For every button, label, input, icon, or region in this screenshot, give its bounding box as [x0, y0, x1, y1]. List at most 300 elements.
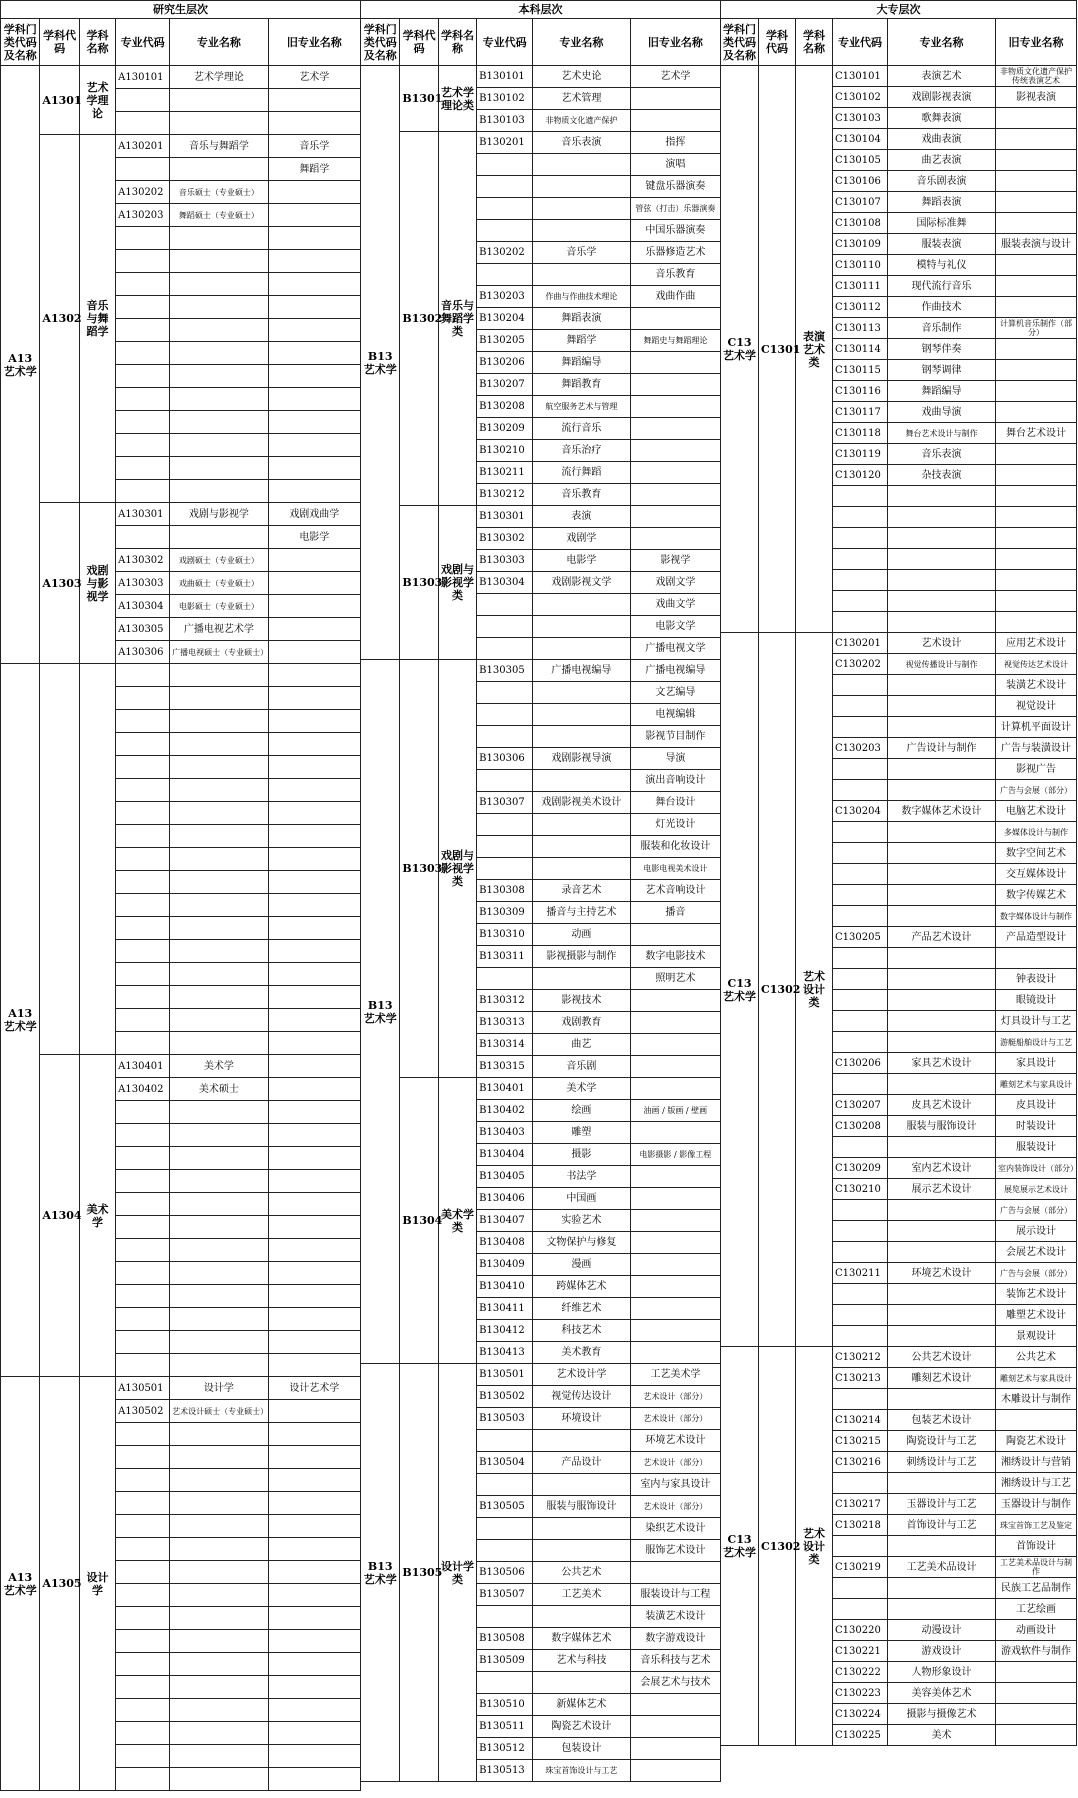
major-code-cell: C130224	[833, 1704, 888, 1725]
major-code-cell	[116, 89, 170, 112]
major-name-cell	[888, 759, 996, 780]
old-major-name-cell	[996, 528, 1077, 549]
major-name-cell	[170, 1147, 269, 1170]
major-name-cell: 工艺美术品设计	[888, 1557, 996, 1578]
major-name-cell: 纤维艺术	[533, 1298, 631, 1320]
old-major-name-cell	[996, 1662, 1077, 1683]
major-name-cell	[888, 948, 996, 969]
old-major-name-cell: 舞台设计	[630, 792, 720, 814]
section-title: 大专层次	[721, 1, 1077, 19]
major-name-cell: 摄影与摄像艺术	[888, 1704, 996, 1725]
major-code-cell	[116, 1469, 170, 1492]
major-name-cell: 音乐硕士（专业硕士）	[170, 181, 269, 204]
old-major-name-cell	[630, 1298, 720, 1320]
major-name-cell: 航空服务艺术与管理	[533, 396, 631, 418]
major-code-cell: C130218	[833, 1515, 888, 1536]
major-code-cell	[833, 1284, 888, 1305]
section-title: 本科层次	[361, 1, 721, 19]
old-major-name-cell: 陶瓷艺术设计	[996, 1431, 1077, 1452]
old-major-name-cell	[630, 1166, 720, 1188]
major-code-cell: C130215	[833, 1431, 888, 1452]
major-code-cell	[833, 864, 888, 885]
discipline-name-cell: 音乐与舞蹈学	[79, 135, 115, 503]
major-name-cell	[533, 1672, 631, 1694]
old-major-name-cell	[268, 710, 360, 733]
old-major-name-cell	[268, 664, 360, 687]
old-major-name-cell	[630, 1012, 720, 1034]
major-name-cell: 动漫设计	[888, 1620, 996, 1641]
old-major-name-cell: 灯光设计	[630, 814, 720, 836]
old-major-name-cell: 数字游戏设计	[630, 1628, 720, 1650]
major-name-cell	[888, 591, 996, 612]
old-major-name-cell	[268, 1193, 360, 1216]
major-code-cell: B130312	[477, 990, 533, 1012]
major-code-cell	[477, 836, 533, 858]
major-name-cell	[170, 1653, 269, 1676]
major-code-cell: B130208	[477, 396, 533, 418]
major-code-cell	[116, 1354, 170, 1377]
old-major-name-cell: 广播电视编导	[630, 660, 720, 682]
major-name-cell: 作曲技术	[888, 297, 996, 318]
major-code-cell: A130401	[116, 1055, 170, 1078]
major-code-cell	[833, 675, 888, 696]
old-major-name-cell: 湘绣设计与营销	[996, 1452, 1077, 1473]
major-name-cell: 绘画	[533, 1100, 631, 1122]
old-major-name-cell	[268, 1239, 360, 1262]
old-major-name-cell	[996, 591, 1077, 612]
major-name-cell: 录音艺术	[533, 880, 631, 902]
old-major-name-cell: 公共艺术	[996, 1347, 1077, 1368]
old-major-name-cell	[996, 129, 1077, 150]
major-code-cell: C130103	[833, 108, 888, 129]
discipline-name-cell: 音乐与舞蹈学类	[438, 132, 476, 506]
major-code-cell: C130117	[833, 402, 888, 423]
major-name-cell: 跨媒体艺术	[533, 1276, 631, 1298]
old-major-name-cell	[268, 1607, 360, 1630]
major-name-cell	[533, 968, 631, 990]
column-header: 专业名称	[533, 19, 631, 66]
old-major-name-cell: 应用艺术设计	[996, 633, 1077, 654]
old-major-name-cell	[996, 360, 1077, 381]
major-name-cell	[170, 526, 269, 549]
old-major-name-cell	[268, 1699, 360, 1722]
major-code-cell	[477, 968, 533, 990]
major-code-cell: B130506	[477, 1562, 533, 1584]
major-name-cell: 戏曲硕士（专业硕士）	[170, 572, 269, 595]
major-code-cell	[477, 176, 533, 198]
old-major-name-cell: 会展艺术设计	[996, 1242, 1077, 1263]
discipline-code-cell: B1303	[400, 506, 438, 660]
major-code-cell	[116, 1101, 170, 1124]
column-header: 旧专业名称	[630, 19, 720, 66]
major-code-cell	[833, 570, 888, 591]
old-major-name-cell	[630, 308, 720, 330]
table-row	[1, 503, 361, 526]
major-name-cell	[170, 273, 269, 296]
major-code-cell: A130302	[116, 549, 170, 572]
old-major-name-cell: 艺术学	[268, 66, 360, 89]
major-code-cell	[833, 528, 888, 549]
major-name-cell	[888, 507, 996, 528]
major-name-cell: 珠宝首饰设计与工艺	[533, 1760, 631, 1782]
old-major-name-cell	[268, 1216, 360, 1239]
major-name-cell	[533, 704, 631, 726]
major-code-cell	[116, 227, 170, 250]
old-major-name-cell: 民族工艺品制作	[996, 1578, 1077, 1599]
major-name-cell	[888, 1242, 996, 1263]
major-code-cell: B130503	[477, 1408, 533, 1430]
major-code-cell: C130111	[833, 276, 888, 297]
major-code-cell: C130118	[833, 423, 888, 444]
old-major-name-cell: 展示设计	[996, 1221, 1077, 1242]
major-name-cell: 游戏设计	[888, 1641, 996, 1662]
old-major-name-cell: 艺术设计（部分）	[630, 1408, 720, 1430]
major-code-cell: B130305	[477, 660, 533, 682]
major-code-cell	[833, 822, 888, 843]
major-name-cell	[533, 836, 631, 858]
major-code-cell	[833, 1578, 888, 1599]
major-code-cell	[116, 273, 170, 296]
old-major-name-cell: 动画设计	[996, 1620, 1077, 1641]
major-name-cell: 设计学	[170, 1377, 269, 1400]
major-code-cell	[116, 1193, 170, 1216]
major-code-cell	[116, 825, 170, 848]
old-major-name-cell: 导演	[630, 748, 720, 770]
old-major-name-cell: 室内装饰设计（部分）	[996, 1158, 1077, 1179]
major-name-cell	[888, 549, 996, 570]
major-name-cell	[170, 1101, 269, 1124]
major-code-cell: C130213	[833, 1368, 888, 1389]
major-code-cell	[116, 917, 170, 940]
category-name-cell: C13艺术学	[721, 1347, 759, 1746]
major-code-cell	[477, 682, 533, 704]
old-major-name-cell	[630, 1760, 720, 1782]
major-code-cell: B130212	[477, 484, 533, 506]
table-row	[1, 135, 361, 158]
major-code-cell: B130102	[477, 88, 533, 110]
major-code-cell: C130205	[833, 927, 888, 948]
major-name-cell: 服装表演	[888, 234, 996, 255]
major-name-cell: 美容美体艺术	[888, 1683, 996, 1704]
major-code-cell: A130501	[116, 1377, 170, 1400]
major-name-cell	[170, 848, 269, 871]
major-code-cell	[833, 1242, 888, 1263]
major-name-cell	[170, 1584, 269, 1607]
major-code-cell: C130209	[833, 1158, 888, 1179]
column-header: 旧专业名称	[996, 19, 1077, 66]
discipline-code-cell: A1301	[40, 66, 79, 135]
major-code-cell	[116, 1124, 170, 1147]
major-code-cell	[833, 591, 888, 612]
discipline-code-cell: B1302	[400, 132, 438, 506]
old-major-name-cell: 服装设计	[996, 1137, 1077, 1158]
old-major-name-cell: 影视广告	[996, 759, 1077, 780]
table-row	[1, 66, 361, 89]
major-name-cell: 环境艺术设计	[888, 1263, 996, 1284]
old-major-name-cell: 音乐学	[268, 135, 360, 158]
table-row	[361, 506, 721, 528]
major-code-cell	[833, 969, 888, 990]
major-name-cell	[170, 710, 269, 733]
major-name-cell	[170, 227, 269, 250]
major-code-cell	[477, 638, 533, 660]
major-name-cell	[170, 1193, 269, 1216]
discipline-code-cell	[40, 664, 79, 1055]
major-code-cell	[116, 1032, 170, 1055]
major-code-cell	[116, 756, 170, 779]
old-major-name-cell: 数字传媒艺术	[996, 885, 1077, 906]
major-code-cell: B130313	[477, 1012, 533, 1034]
major-code-cell	[833, 612, 888, 633]
old-major-name-cell	[268, 1722, 360, 1745]
old-major-name-cell: 游戏软件与制作	[996, 1641, 1077, 1662]
old-major-name-cell	[996, 444, 1077, 465]
major-name-cell: 歌舞表演	[888, 108, 996, 129]
major-name-cell: 流行舞蹈	[533, 462, 631, 484]
major-name-cell	[170, 296, 269, 319]
major-name-cell	[888, 1599, 996, 1620]
major-name-cell: 音乐表演	[888, 444, 996, 465]
major-code-cell	[116, 894, 170, 917]
major-name-cell: 数字媒体艺术设计	[888, 801, 996, 822]
major-code-cell: C130120	[833, 465, 888, 486]
old-major-name-cell: 乐器修造艺术	[630, 242, 720, 264]
old-major-name-cell	[268, 411, 360, 434]
major-name-cell: 艺术设计硕士（专业硕士）	[170, 1400, 269, 1423]
major-name-cell: 摄影	[533, 1144, 631, 1166]
old-major-name-cell	[268, 204, 360, 227]
major-code-cell	[116, 1331, 170, 1354]
old-major-name-cell: 演唱	[630, 154, 720, 176]
major-name-cell	[170, 1469, 269, 1492]
major-name-cell: 流行音乐	[533, 418, 631, 440]
major-name-cell	[888, 1578, 996, 1599]
major-code-cell: B130402	[477, 1100, 533, 1122]
major-name-cell	[170, 1630, 269, 1653]
major-name-cell: 环境设计	[533, 1408, 631, 1430]
major-name-cell: 舞蹈硕士（专业硕士）	[170, 204, 269, 227]
old-major-name-cell	[268, 549, 360, 572]
major-name-cell	[170, 1699, 269, 1722]
major-code-cell	[116, 296, 170, 319]
major-name-cell	[170, 1170, 269, 1193]
major-code-cell	[116, 1676, 170, 1699]
old-major-name-cell: 文艺编导	[630, 682, 720, 704]
old-major-name-cell: 戏剧戏曲学	[268, 503, 360, 526]
major-name-cell	[533, 1606, 631, 1628]
major-code-cell: B130103	[477, 110, 533, 132]
old-major-name-cell: 服饰艺术设计	[630, 1540, 720, 1562]
major-code-cell: A130202	[116, 181, 170, 204]
major-code-cell: A130306	[116, 641, 170, 664]
old-major-name-cell	[268, 388, 360, 411]
category-name-cell: A13艺术学	[1, 1377, 40, 1791]
major-code-cell: B130303	[477, 550, 533, 572]
discipline-code-cell: B1305	[400, 1364, 438, 1782]
major-name-cell	[170, 825, 269, 848]
major-code-cell: C130201	[833, 633, 888, 654]
major-name-cell: 艺术设计学	[533, 1364, 631, 1386]
old-major-name-cell: 演出音响设计	[630, 770, 720, 792]
major-name-cell: 艺术学理论	[170, 66, 269, 89]
major-name-cell: 舞台艺术设计与制作	[888, 423, 996, 444]
major-name-cell	[888, 969, 996, 990]
discipline-name-cell: 艺术设计类	[796, 633, 833, 1347]
old-major-name-cell	[268, 1469, 360, 1492]
old-major-name-cell: 播音	[630, 902, 720, 924]
major-code-cell: B130211	[477, 462, 533, 484]
major-code-cell	[833, 948, 888, 969]
major-name-cell	[888, 822, 996, 843]
old-major-name-cell	[268, 595, 360, 618]
old-major-name-cell	[268, 1676, 360, 1699]
table-row	[1, 1055, 361, 1078]
old-major-name-cell	[268, 1009, 360, 1032]
table-row	[361, 66, 721, 88]
old-major-name-cell	[268, 825, 360, 848]
major-name-cell	[888, 486, 996, 507]
discipline-name-cell: 戏剧与影视学类	[438, 506, 476, 660]
major-code-cell	[833, 717, 888, 738]
major-name-cell	[533, 1518, 631, 1540]
old-major-name-cell	[268, 848, 360, 871]
major-name-cell	[533, 594, 631, 616]
major-code-cell: C130225	[833, 1725, 888, 1746]
old-major-name-cell	[630, 1056, 720, 1078]
major-code-cell: B130508	[477, 1628, 533, 1650]
old-major-name-cell: 珠宝首饰工艺及鉴定	[996, 1515, 1077, 1536]
major-code-cell	[116, 848, 170, 871]
old-major-name-cell: 雕刻艺术与家具设计	[996, 1074, 1077, 1095]
major-code-cell: C130202	[833, 654, 888, 675]
old-major-name-cell	[268, 1354, 360, 1377]
major-code-cell: B130410	[477, 1276, 533, 1298]
major-name-cell	[170, 1492, 269, 1515]
major-name-cell: 产品艺术设计	[888, 927, 996, 948]
category-name-cell: B13艺术学	[361, 66, 400, 660]
old-major-name-cell	[268, 1538, 360, 1561]
major-name-cell: 音乐剧表演	[888, 171, 996, 192]
major-name-cell: 电影学	[533, 550, 631, 572]
major-name-cell	[888, 717, 996, 738]
major-name-cell: 音乐学	[533, 242, 631, 264]
major-name-cell: 刺绣设计与工艺	[888, 1452, 996, 1473]
old-major-name-cell	[630, 990, 720, 1012]
major-name-cell	[888, 1473, 996, 1494]
column-header: 学科门类代码及名称	[721, 19, 759, 66]
major-code-cell	[116, 1722, 170, 1745]
major-code-cell	[833, 1473, 888, 1494]
old-major-name-cell: 影视表演	[996, 87, 1077, 108]
major-code-cell	[477, 220, 533, 242]
major-name-cell: 服装与服饰设计	[888, 1116, 996, 1137]
old-major-name-cell: 首饰设计	[996, 1536, 1077, 1557]
major-code-cell	[116, 664, 170, 687]
old-major-name-cell	[268, 250, 360, 273]
major-code-cell	[833, 507, 888, 528]
major-code-cell: B130401	[477, 1078, 533, 1100]
major-code-cell	[833, 906, 888, 927]
major-code-cell	[116, 963, 170, 986]
old-major-name-cell	[996, 570, 1077, 591]
major-name-cell: 舞蹈表演	[533, 308, 631, 330]
major-code-cell: B130307	[477, 792, 533, 814]
major-name-cell: 戏剧硕士（专业硕士）	[170, 549, 269, 572]
old-major-name-cell	[630, 528, 720, 550]
major-name-cell	[888, 906, 996, 927]
old-major-name-cell	[268, 1515, 360, 1538]
old-major-name-cell	[268, 342, 360, 365]
major-name-cell: 服装与服饰设计	[533, 1496, 631, 1518]
major-name-cell	[170, 319, 269, 342]
old-major-name-cell: 艺术音响设计	[630, 880, 720, 902]
discipline-code-cell: A1303	[40, 503, 79, 664]
major-name-cell: 广告设计与制作	[888, 738, 996, 759]
old-major-name-cell	[996, 1725, 1077, 1746]
old-major-name-cell	[630, 1320, 720, 1342]
old-major-name-cell: 湘绣设计与工艺	[996, 1473, 1077, 1494]
major-name-cell: 戏剧影视导演	[533, 748, 631, 770]
major-code-cell: B130512	[477, 1738, 533, 1760]
old-major-name-cell: 电视编辑	[630, 704, 720, 726]
old-major-name-cell	[996, 612, 1077, 633]
column-header: 学科门类代码及名称	[361, 19, 400, 66]
old-major-name-cell	[996, 465, 1077, 486]
major-code-cell: B130304	[477, 572, 533, 594]
major-code-cell: C130105	[833, 150, 888, 171]
old-major-name-cell	[630, 1034, 720, 1056]
major-code-cell	[116, 434, 170, 457]
old-major-name-cell	[996, 1683, 1077, 1704]
old-major-name-cell	[268, 1446, 360, 1469]
major-code-cell: B130406	[477, 1188, 533, 1210]
major-code-cell: B130505	[477, 1496, 533, 1518]
old-major-name-cell: 游艇船舶设计与工艺	[996, 1032, 1077, 1053]
major-name-cell	[170, 1745, 269, 1768]
major-name-cell	[888, 696, 996, 717]
major-code-cell	[116, 1607, 170, 1630]
major-name-cell	[170, 411, 269, 434]
major-code-cell: C130204	[833, 801, 888, 822]
old-major-name-cell	[630, 462, 720, 484]
major-code-cell: A130502	[116, 1400, 170, 1423]
major-name-cell: 广播电视编导	[533, 660, 631, 682]
major-name-cell	[533, 198, 631, 220]
major-name-cell	[170, 388, 269, 411]
old-major-name-cell	[630, 1078, 720, 1100]
discipline-name-cell: 戏剧与影视学	[79, 503, 115, 664]
major-name-cell: 曲艺表演	[888, 150, 996, 171]
major-name-cell: 文物保护与修复	[533, 1232, 631, 1254]
major-name-cell	[888, 1074, 996, 1095]
major-name-cell	[533, 1474, 631, 1496]
major-name-cell	[170, 733, 269, 756]
major-name-cell: 展示艺术设计	[888, 1179, 996, 1200]
major-code-cell: B130314	[477, 1034, 533, 1056]
major-name-cell	[170, 1538, 269, 1561]
major-name-cell: 雕塑	[533, 1122, 631, 1144]
old-major-name-cell: 电脑艺术设计	[996, 801, 1077, 822]
major-code-cell	[116, 1584, 170, 1607]
major-code-cell: B130310	[477, 924, 533, 946]
major-name-cell: 影视摄影与制作	[533, 946, 631, 968]
column-header: 学科名称	[796, 19, 833, 66]
old-major-name-cell: 中国乐器演奏	[630, 220, 720, 242]
discipline-code-cell: C1301	[759, 66, 796, 633]
major-code-cell: C130207	[833, 1095, 888, 1116]
old-major-name-cell: 戏曲文学	[630, 594, 720, 616]
major-name-cell: 雕刻艺术设计	[888, 1368, 996, 1389]
